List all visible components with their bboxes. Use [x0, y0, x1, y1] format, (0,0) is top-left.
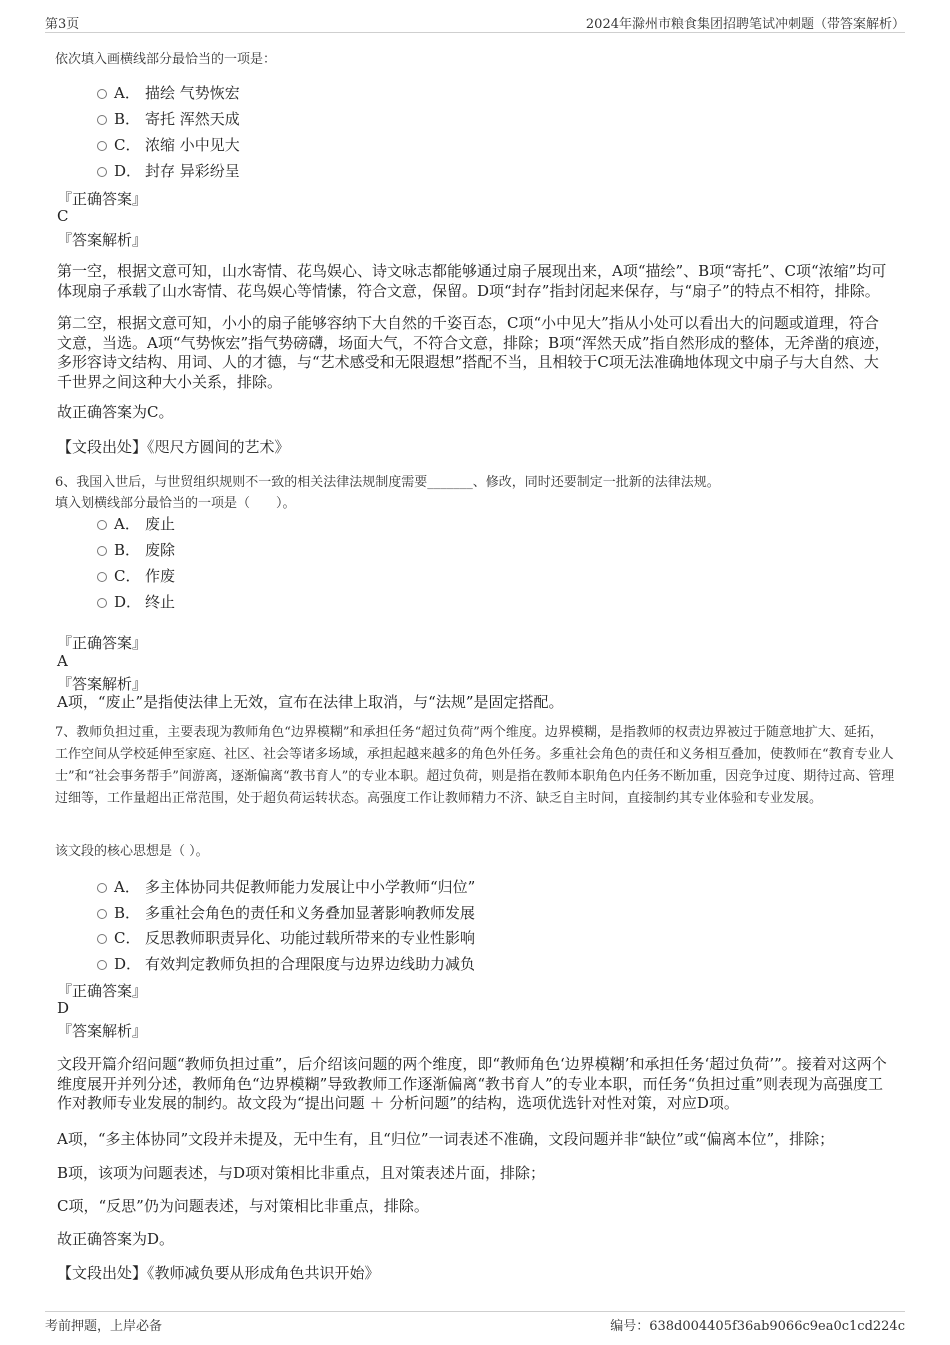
- q6-stem: 6、我国入世后，与世贸组织规则不一致的相关法律法规制度需要_______、修改，同时还要制定一批新的法律法规。: [55, 475, 720, 490]
- q7-prompt: 该文段的核心思想是（ ）。: [55, 844, 209, 859]
- option-letter: B．: [114, 110, 141, 128]
- page-header: [45, 12, 905, 33]
- option-letter: D．: [114, 162, 142, 180]
- q7-analysis-option-b: B项，该项为问题表述，与D项对策相比非重点，且对策表述片面，排除；: [57, 1164, 546, 1182]
- page-number: 第3页: [45, 17, 80, 32]
- q5-prompt: 依次填入画横线部分最恰当的一项是：: [55, 52, 277, 67]
- radio-icon[interactable]: [97, 934, 107, 944]
- radio-icon[interactable]: [97, 520, 107, 530]
- radio-icon[interactable]: [97, 598, 107, 608]
- option-text: 废除: [145, 541, 176, 559]
- q6-prompt: 填入划横线部分最恰当的一项是（ ）。: [55, 496, 296, 511]
- option-text: 有效判定教师负担的合理限度与边界边线助力减负: [145, 955, 476, 973]
- option-text: 描绘 气势恢宏: [145, 84, 240, 102]
- radio-icon[interactable]: [97, 883, 107, 893]
- q7-answer-label: 『正确答案』: [57, 982, 148, 1000]
- radio-icon[interactable]: [97, 141, 107, 151]
- option-text: 封存 异彩纷呈: [145, 162, 240, 180]
- q6-answer: A: [57, 652, 68, 670]
- option-text: 多主体协同共促教师能力发展让中小学教师“归位”: [145, 878, 476, 896]
- q7-stem: 7、教师负担过重，主要表现为教师角色“边界模糊”和承担任务“超过负荷”两个维度。边界模糊，是指教师的权责边界被过于随意地扩大、延拓，工作空间从学校延伸至家庭、社区、社会等诸多场域，承担起越来越多的角色外任务。多重社会角色的责任和义务相互叠加，使教师在“教育专业人士”和“社会事务帮手”间游离，逐渐偏离“教书育人”的专业本职。超过负荷，则是指在教师本职角色内任务不断加重，因竞争过度、期待过高、管理过细等，工作量超出正常范围，处于超负荷运转状态。高强度工作让教师精力不济、缺乏自主时间，直接制约其专业体验和专业发展。: [55, 725, 895, 806]
- option-letter: D．: [114, 593, 142, 611]
- q5-analysis-label: 『答案解析』: [57, 231, 148, 249]
- option-letter: B．: [114, 904, 141, 922]
- q7-source: 【文段出处】《教师减负要从形成角色共识开始》: [57, 1264, 380, 1282]
- option-text: 寄托 浑然天成: [145, 110, 240, 128]
- radio-icon[interactable]: [97, 546, 107, 556]
- option-text: 反思教师职责异化、功能过载所带来的专业性影响: [145, 929, 476, 947]
- radio-icon[interactable]: [97, 89, 107, 99]
- q7-analysis-option-c: C项，“反思”仍为问题表述，与对策相比非重点，排除。: [57, 1197, 429, 1215]
- q6-analysis: A项，“废止”是指使法律上无效，宣布在法律上取消，与“法规”是固定搭配。: [57, 693, 564, 711]
- option-text: 浓缩 小中见大: [145, 136, 240, 154]
- q7-analysis-label: 『答案解析』: [57, 1022, 148, 1040]
- radio-icon[interactable]: [97, 167, 107, 177]
- option-letter: C．: [114, 136, 141, 154]
- radio-icon[interactable]: [97, 572, 107, 582]
- radio-icon[interactable]: [97, 115, 107, 125]
- document-code: 编号：638d004405f36ab9066c9ea0c1cd224c: [610, 1319, 905, 1334]
- document-title: 2024年滁州市粮食集团招聘笔试冲刺题（带答案解析）: [585, 17, 905, 32]
- q5-answer-label: 『正确答案』: [57, 190, 148, 208]
- radio-icon[interactable]: [97, 960, 107, 970]
- option-text: 终止: [145, 593, 176, 611]
- option-text: 废止: [145, 515, 176, 533]
- q7-analysis-option-a: A项，“多主体协同”文段并未提及，无中生有，且“归位”一词表述不准确，文段问题并非“缺位”或“偏离本位”，排除；: [57, 1130, 835, 1148]
- q7-answer: D: [57, 999, 70, 1017]
- q7-conclusion: 故正确答案为D。: [57, 1230, 175, 1248]
- radio-icon[interactable]: [97, 909, 107, 919]
- q7-analysis-paragraph-1: 文段开篇介绍问题“教师负担过重”，后介绍该问题的两个维度，即“教师角色‘边界模糊’和承担任务‘超过负荷’”。接着对这两个维度展开并列分述，教师角色“边界模糊”导致教师工作逐渐偏离“教书育人”的专业本职，而任务“负担过重”则表现为高强度工作对教师专业发展的制约。故文段为“提出问题 ＋ 分析问题”的结构，选项优选针对性对策，对应D项。: [57, 1055, 887, 1112]
- option-letter: C．: [114, 929, 141, 947]
- page-footer: [45, 1311, 905, 1334]
- q5-analysis-paragraph-2: 第二空，根据文意可知，小小的扇子能够容纳下大自然的千姿百态，C项“小中见大”指从小处可以看出大的问题或道理，符合文意，当选。A项“气势恢宏”指气势磅礴，场面大气，不符合文意，排除；B项“浑然天成”指自然形成的整体，无斧凿的痕迹，多形容诗文结构、用词、人的才德，与“艺术感受和无限遐想”搭配不当，且相较于C项无法准确地体现文中扇子与大自然、大千世界之间这种大小关系，排除。: [57, 314, 890, 391]
- option-letter: A．: [114, 84, 140, 102]
- option-text: 多重社会角色的责任和义务叠加显著影响教师发展: [145, 904, 476, 922]
- option-letter: D．: [114, 955, 142, 973]
- q6-analysis-label: 『答案解析』: [57, 675, 148, 693]
- option-letter: B．: [114, 541, 141, 559]
- option-letter: A．: [114, 515, 140, 533]
- q6-answer-label: 『正确答案』: [57, 634, 148, 652]
- q5-source: 【文段出处】《咫尺方圆间的艺术》: [57, 438, 290, 456]
- q5-answer: C: [57, 207, 69, 225]
- option-text: 作废: [145, 567, 176, 585]
- footer-slogan: 考前押题，上岸必备: [45, 1319, 163, 1334]
- option-letter: A．: [114, 878, 140, 896]
- option-letter: C．: [114, 567, 141, 585]
- q5-conclusion: 故正确答案为C。: [57, 403, 174, 421]
- q5-analysis-paragraph-1: 第一空，根据文意可知，山水寄情、花鸟娱心、诗文咏志都能够通过扇子展现出来，A项“描绘”、B项“寄托”、C项“浓缩”均可体现扇子承载了山水寄情、花鸟娱心等情愫，符合文意，保留。D项“封存”指封闭起来保存，与“扇子”的特点不相符，排除。: [57, 262, 887, 300]
